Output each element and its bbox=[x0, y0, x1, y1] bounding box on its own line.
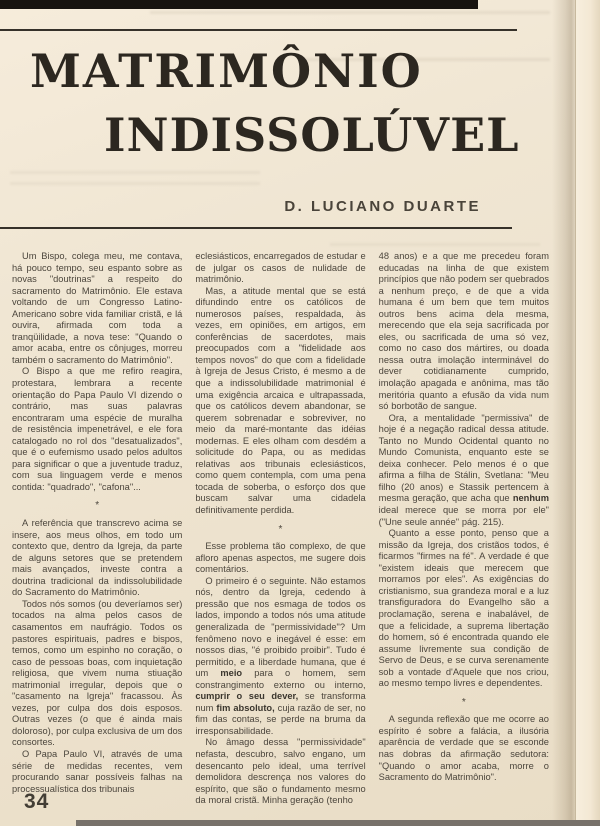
paragraph: O Papa Paulo VI, através de uma série de medidas recentes, vem procurando sanar possíveis falhas na processualística dos tribunais bbox=[12, 748, 183, 794]
paragraph: eclesiásticos, encarregados de estudar e de julgar os casos de nulidade de matrimônio. bbox=[195, 251, 366, 285]
scan-edge-bottom bbox=[76, 820, 600, 826]
emphasized-text: nenhum bbox=[512, 493, 549, 504]
paragraph: O primeiro é o seguinte. Não estamos nós, dentro da Igreja, cedendo à pressão que nos esmaga de todos os lados, impondo a todos nós uma atitude generalizada de "permissividade"? Um fenômeno novo e inegável é esse: em nossos dias, "é proibido proibir". Tudo é permitido, e a liberdade humana, que é um meio para o homem, sem constrangimento externo ou interno, cumprir o seu dever, se transforma num fim absoluto, cuja razão de ser, no fim das contas, se perde na bruma da irresponsabilidade. bbox=[195, 575, 366, 736]
paragraph: O Bispo a que me refiro reagira, protestara, lembrara a recente orientação do Papa Paulo VI dizendo o contrário, mas suas palavras encontraram uma espécie de muralha de resistência impenetrável, e ele fora catalogado no rol dos "desatualizados", que é o eufemismo usado pelos adultos para significar o que a juventude traduz, com sua linguagem verde e menos contida: "quadrado", "cafona"... bbox=[12, 366, 183, 492]
paragraph: A referência que transcrevo acima se insere, aos meus olhos, em todo um contexto que, dentro da Igreja, da parte de alguns setores que se pretendem mais avançados, investe contra a doutrina tradicional da indissolubilidade do Sacramento do Matrimônio. bbox=[12, 518, 183, 598]
article-title-line2: INDISSOLÚVEL bbox=[104, 108, 520, 162]
text-column-1 bbox=[12, 251, 182, 807]
article-title-line1: MATRIMÔNIO bbox=[30, 44, 423, 98]
section-separator: * bbox=[95, 500, 100, 512]
paragraph: No âmago dessa "permissividade" nefasta, descubro, salvo engano, um desencanto pelo ideal, uma terrível demolidora descrença nos valores do espírito, que são o fundamento mesmo da moral cristã. Minha geração (tenho bbox=[195, 737, 366, 806]
text-column-2 bbox=[195, 251, 365, 807]
paragraph: Esse problema tão complexo, de que afloro apenas aspectos, me sugere dois comentários. bbox=[195, 541, 366, 575]
emphasized-text: fim absoluto, bbox=[216, 702, 275, 713]
emphasized-text: cumprir o seu dever, bbox=[195, 691, 299, 702]
paragraph: Ora, a mentalidade "permissiva" de hoje é a negação radical dessa atitude. Tanto no Mundo Ocidental quanto no Mundo Comunista, enquanto este se deixa conhecer. Pelo menos é o que afirma a filha de Stálin, Svetlana: "Meu filho (20 anos) e Stassik pertencem à mesma geração, que acha que nenhum ideal merece que se morra por ele" ("Une seule année" pág. 215). bbox=[378, 412, 549, 527]
bleedthrough-texture bbox=[150, 8, 550, 22]
paragraph: 48 anos) e a que me precedeu foram educadas na linha de que existem princípios que não podem ser quebrados a nenhum preço, e de que a vida humana é um bem que tem muitos outros bens acima dela mesma, merecendo que ela seja sacrificada por eles, ou sacrificada de uma só vez, como no caso dos mártires, ou doada nessa outra imolação interminável do dever cotidianamente cumprido, imolação apagada e anônima, mas tão meritória quanto a efusão da vida num só borbotão de sangue. bbox=[378, 251, 549, 412]
bleedthrough-texture bbox=[330, 240, 540, 248]
paragraph: Quanto a esse ponto, penso que a missão da Igreja, dos cristãos todos, é ficarmos "firmes na fé". A verdade é que "existem ideais que merecem que morramos por eles". As exigências do cristianismo, sua grandeza moral e a luz transfiguradora do Evangelho são a proclamação, serena e inabalável, de que a felicidade, a suprema libertação do homem, só é encontrada quando ele assume livremente sua condição de Servo de Deus, e se curva serenamente sob a vontade d'Aquele que nos criou, ao mesmo tempo livres e dependentes. bbox=[378, 528, 549, 689]
paragraph: Um Bispo, colega meu, me contava, há pouco tempo, seu espanto sobre as novas "doutrinas" a respeito do sacramento do Matrimônio. Ele estava voltando de um Congresso Latino-Americano sobre vida familiar cristã, e lá ouvira, afirmada com toda a tranqüilidade, a nova tese: "Quando o amor acaba, entre os cônjuges, morreu também o sacramento do Matrimônio". bbox=[12, 251, 183, 365]
paragraph: Mas, a atitude mental que se está difundindo entre os católicos de numerosos países, respaldada, às vezes, em opiniões, em artigos, em conferências de sacerdotes, mais preocupados com a "fidelidade aos tempos novos" do que com a fidelidade à Igreja de Jesus Cristo, é mesmo a de que a indissolubilidade matrimonial é uma exigência arcaica e ultrapassada, que os católicos devem abandonar, se querem sobrenadar e sobreviver, no meio da maré-montante das idéias modernas. E eles olham com desdém a solicitude do Papa, ou as medidas relativas aos tribunais eclesiásticos, como quem contempla, com uma pena tocada de soberba, o esforço dos que buscam salvar uma cidadela definitivamente perdida. bbox=[195, 285, 366, 516]
section-separator: * bbox=[278, 523, 283, 535]
header-rule-top bbox=[0, 29, 517, 31]
emphasized-text: meio bbox=[220, 668, 243, 679]
page-edge bbox=[575, 0, 600, 826]
paragraph: Todos nós somos (ou deveríamos ser) tocados na alma pelos casos de casamentos em naufrágio. Todos os pastores espirituais, padres e bispos, temos, como um espinho no coração, o caso de pessoas boas, com inquietação religiosa, que vivem numa stiuação matrimonial irregular, depois que o "casamento na Igreja" fracassou. Às vezes, por culpa dos dois esposos. Outras vezes (o que é ainda mais doloroso), por culpa exclusiva de um dos consortes. bbox=[12, 598, 183, 748]
scan-edge-top bbox=[0, 0, 478, 9]
article-author: D. LUCIANO DUARTE bbox=[284, 198, 481, 215]
page-fold-shadow bbox=[552, 0, 576, 826]
header-rule-bottom bbox=[0, 227, 512, 229]
bleedthrough-texture bbox=[10, 168, 260, 190]
section-separator: * bbox=[461, 696, 466, 708]
text-column-3 bbox=[379, 251, 549, 807]
page-number: 34 bbox=[24, 790, 50, 813]
article-body bbox=[12, 251, 549, 807]
paragraph: A segunda reflexão que me ocorre ao espírito é sobre a falácia, a ilusória aparência de verdade que se esconde nas dobras da afirmação sedutora: "Quando o amor acaba, morre o Sacramento do Matrimônio". bbox=[378, 714, 549, 783]
